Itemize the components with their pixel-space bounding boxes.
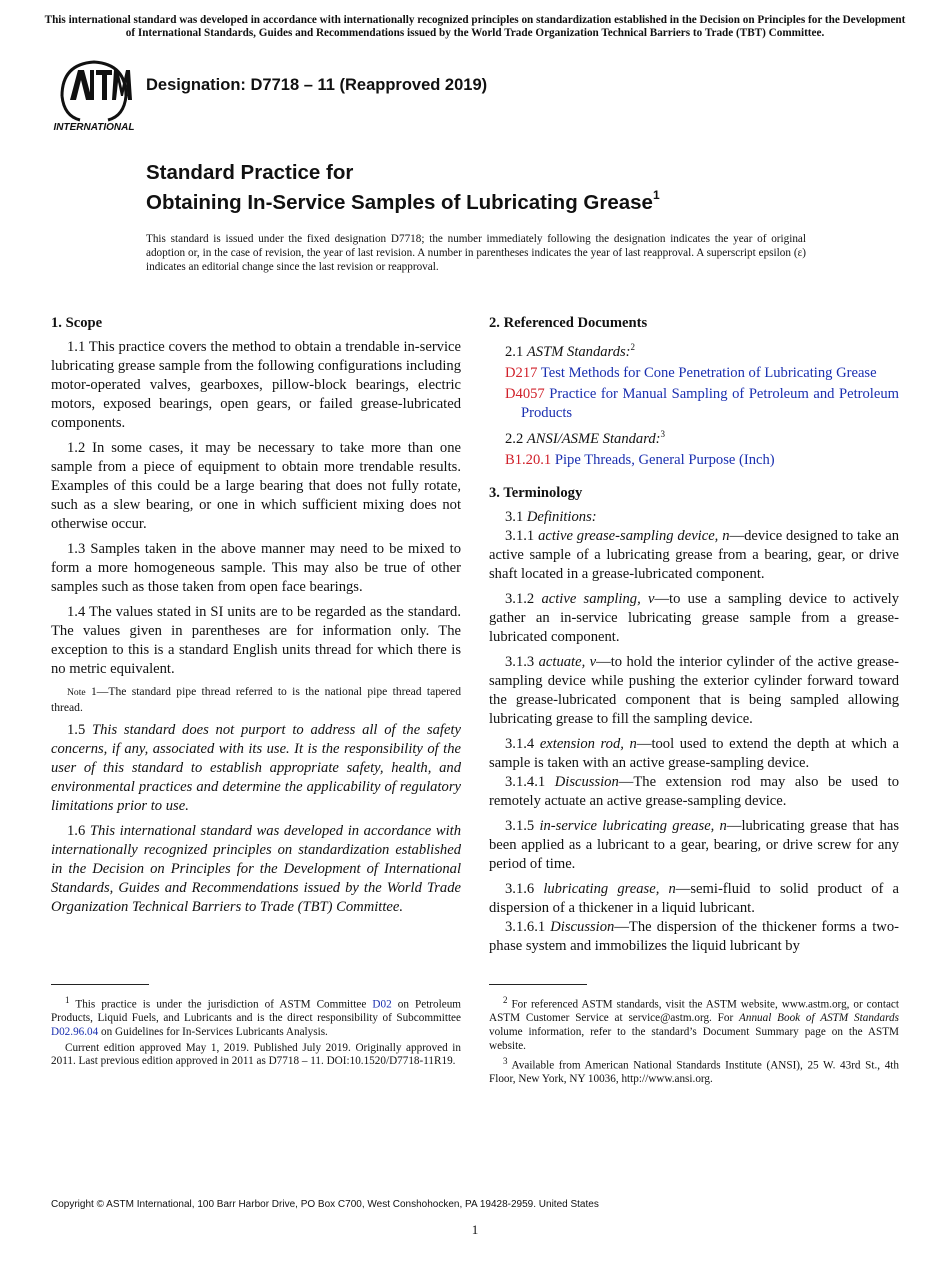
- designation: Designation: D7718 – 11 (Reapproved 2019): [146, 76, 488, 94]
- footnotes-right: [489, 994, 899, 1089]
- paragraph-1-1: 1.1 This practice covers the method to obtain a trendable in-service lubricating grease sample from the following configurations including motor-operated valves, gearboxes, pillow-block bearings, electric motors, exposed bearings, open gears, or failed grease-lubricated components.: [51, 339, 461, 431]
- left-column: [51, 314, 461, 923]
- logo-text: INTERNATIONAL: [53, 122, 135, 133]
- term-3-1-4: 3.1.4 extension rod, n—tool used to extend the depth at which a sample is taken with an active grease-sampling device.: [489, 735, 899, 771]
- issue-note: This standard is issued under the fixed designation D7718; the number immediately following the designation indicates the year of original adoption or, in the case of revision, the year of last revision. A number in parentheses indicates the year of last reapproval. A superscript epsilon (ε) indicates an editorial change since the last revision or reapproval.: [146, 233, 806, 274]
- term-3-1-6: 3.1.6 lubricating grease, n—semi-fluid to solid product of a dispersion of a thickener in a liquid lubricant.: [489, 880, 899, 916]
- astm-standards-label: 2.1 ASTM Standards:$^2$: [505, 342, 636, 360]
- footnote-3: $^3$ Available from American National Standards Institute (ANSI), 25 W. 43rd St., 4th Floor, New York, NY 10036, http://www.ansi.org.: [489, 1056, 899, 1086]
- right-column: [489, 314, 899, 962]
- term-3-1-2: 3.1.2 active sampling, v—to use a sampling device to actively gather an in-service lubricating grease sample from a grease-lubricated component.: [489, 590, 899, 645]
- paragraph-1-6: 1.6 This international standard was developed in accordance with internationally recognized principles on standardization established in the Decision on Principles for the Development of International Standards, Guides and Recommendations issued by the World Trade Organization Technical Barriers to Trade (TBT) Committee.: [51, 823, 462, 915]
- footnote-rule-left: [51, 984, 149, 985]
- definitions-label: 3.1 Definitions:: [505, 508, 597, 525]
- term-3-1-4-1: 3.1.4.1 Discussion—The extension rod may also be used to remotely actuate an active grease-sampling device.: [489, 773, 900, 809]
- term-3-1-3: 3.1.3 actuate, v—to hold the interior cylinder of the active grease-sampling device while pushing the exterior cylinder forward toward the grease-lubricated component that is being sampled allowing lubricating grease to fill the sampling device.: [489, 653, 899, 727]
- footnote-edition: Current edition approved May 1, 2019. Published July 2019. Originally approved in 2011. Last previous edition approved in 2011 as D7718 – 11. DOI:10.1520/D7718-11R19.: [51, 1041, 461, 1068]
- paragraph-1-3: 1.3 Samples taken in the above manner may need to be mixed to form a more homogeneous sample. This may also be true of other samples such as those taken from open face bearings.: [51, 541, 461, 595]
- title-line-2: Obtaining In-Service Samples of Lubricating Grease$^1$: [146, 188, 660, 214]
- reference-b1-20-1[interactable]: B1.20.1 Pipe Threads, General Purpose (Inch): [505, 451, 775, 468]
- title-line-1: Standard Practice for: [146, 161, 354, 184]
- footnotes-left: [51, 994, 461, 1071]
- footnote-1: $^1$ This practice is under the jurisdiction of ASTM Committee D02 on Petroleum Products, Liquid Fuels, and Lubricants and is the direct responsibility of Subcommittee D02.96.04 on Guidelines for In-Services Lubricants Analysis.: [51, 995, 461, 1038]
- document-title: [146, 160, 660, 215]
- ansi-standard-label: 2.2 ANSI/ASME Standard:$^3$: [505, 428, 666, 447]
- paragraph-1-4: 1.4 The values stated in SI units are to be regarded as the standard. The values given in parentheses are for information only. The exception to this is a standard English units thread for which there is no metric equivalent.: [51, 604, 461, 677]
- reference-d4057[interactable]: D4057 Practice for Manual Sampling of Petroleum and Petroleum Products: [505, 385, 899, 421]
- copyright: Copyright © ASTM International, 100 Barr Harbor Drive, PO Box C700, West Conshohocken, PA 19428-2959. United States: [51, 1199, 599, 1210]
- paragraph-1-5: 1.5 This standard does not purport to address all of the safety concerns, if any, associated with its use. It is the responsibility of the user of this standard to establish appropriate safety, health, and environmental practices and determine the applicability of regulatory limitations prior to use.: [51, 722, 461, 814]
- term-3-1-6-1: 3.1.6.1 Discussion—The dispersion of the thickener forms a two-phase system and immobilizes the liquid lubricant by: [489, 918, 900, 954]
- note-1: Note 1—The standard pipe thread referred to is the national pipe thread tapered thread.: [51, 685, 461, 714]
- term-3-1-5: 3.1.5 in-service lubricating grease, n—lubricating grease that has been applied as a lubricant to a gear, bearing, or drive screw for any period of time.: [489, 817, 899, 872]
- section-heading-scope: 1. Scope: [51, 315, 103, 331]
- link-d02[interactable]: D02: [372, 998, 392, 1011]
- top-notice: This international standard was developed in accordance with internationally recognized principles on standardization established in the Decision on Principles for the Development of International Standards, Guides and Recommendations issued by the World Trade Organization Technical Barriers to Trade (TBT) Committee.: [44, 14, 906, 39]
- astm-logo-icon: [52, 56, 136, 134]
- section-heading-terminology: 3. Terminology: [489, 484, 583, 501]
- footnote-2: $^2$ For referenced ASTM standards, visit the ASTM website, www.astm.org, or contact ASTM Customer Service at service@astm.org. For Annual Book of ASTM Standards volume information, refer to the standard’s Document Summary page on the ASTM website.: [489, 995, 899, 1052]
- section-heading-referenced-documents: 2. Referenced Documents: [489, 315, 648, 331]
- reference-d217[interactable]: D217 Test Methods for Cone Penetration of Lubricating Grease: [505, 364, 877, 381]
- link-d02-96-04[interactable]: D02.96.04: [51, 1025, 99, 1038]
- term-3-1-1: 3.1.1 active grease-sampling device, n—device designed to take an active sample of a lubricating grease from a bearing, gear, or drive shaft located in a grease-lubricated component.: [489, 527, 899, 582]
- footnote-rule-right: [489, 984, 587, 985]
- title-footnote-mark: 1: [652, 188, 660, 202]
- page-number: 1: [471, 1222, 479, 1237]
- paragraph-1-2: 1.2 In some cases, it may be necessary to take more than one sample from a piece of equipment to obtain more trendable results. Examples of this could be a large bearing that does not fully rotate, such as a slew bearing, or one in which sufficient mixing does not otherwise occur.: [51, 440, 461, 532]
